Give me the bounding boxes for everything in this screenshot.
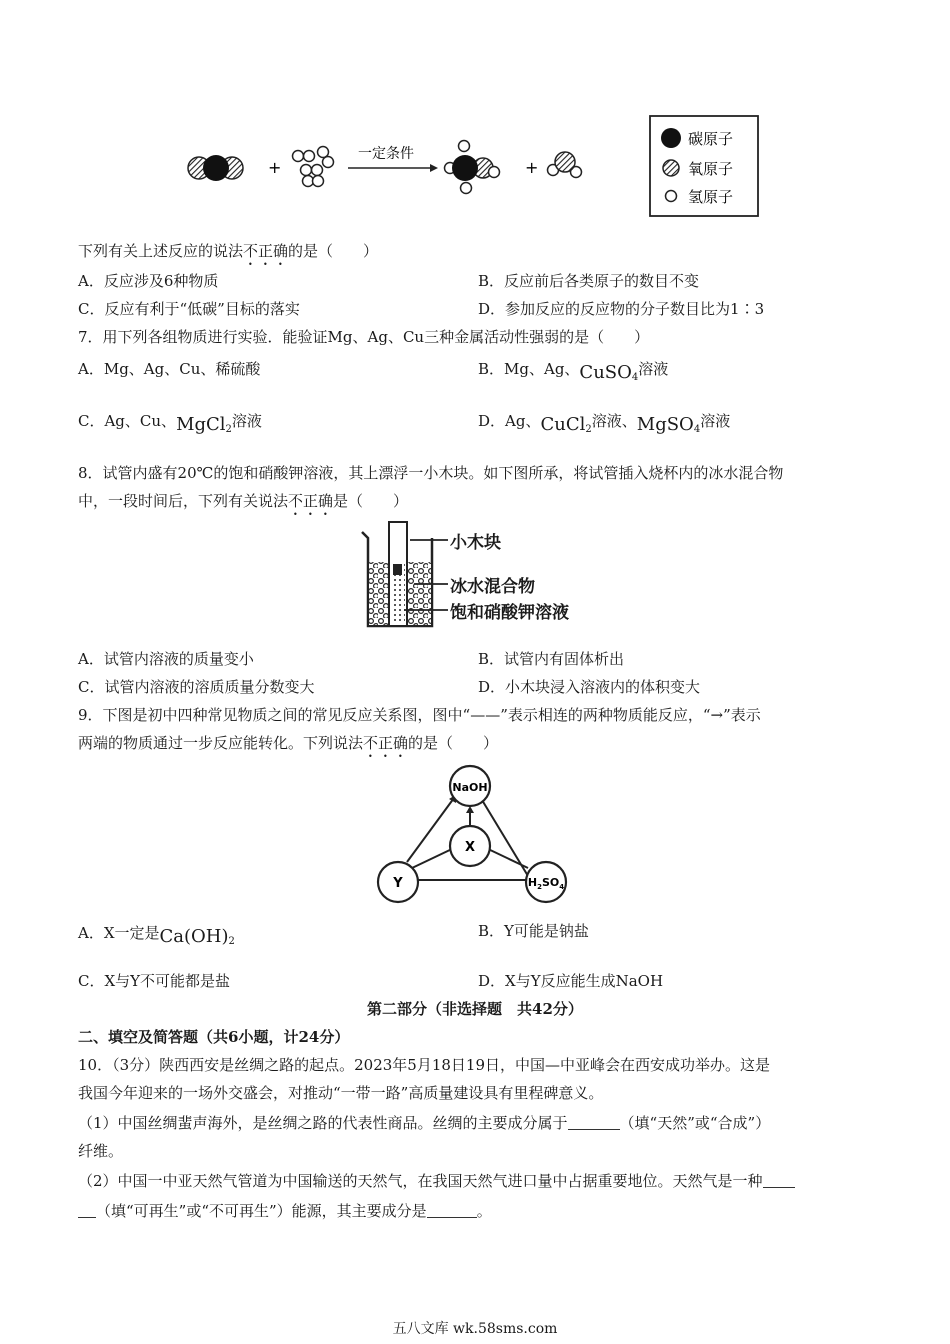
legend-oxygen: 氧原子 <box>688 160 734 178</box>
reaction-diagram <box>180 112 780 220</box>
q8-option-a: A．试管内溶液的质量变小 <box>78 650 254 668</box>
hydrogen-atom-icon <box>666 191 677 202</box>
q7-stem: 7．用下列各组物质进行实验．能验证Mg、Ag、Cu三种金属活动性强弱的是（ ） <box>78 328 650 346</box>
q10-part1: （1）中国丝绸蜚声海外，是丝绸之路的代表性商品。丝绸的主要成分属于 （填“天然”或“合成”） <box>78 1114 771 1132</box>
q10-blank-2a[interactable] <box>763 1171 795 1188</box>
q7-option-c: C．Ag、Cu、MgCl$_2$溶液 <box>78 412 262 435</box>
q9-stem-line1: 9．下图是初中四种常见物质之间的常见反应关系图，图中“——”表示相连的两种物质能反应，“→”表示 <box>78 706 761 724</box>
q10-part2: （2）中国一中亚天然气管道为中国输送的天然气，在我国天然气进口量中占据重要地位。天然气是一种 <box>78 1170 795 1192</box>
q10-stem-line2: 我国今年迎来的一场外交盛会，对推动“一带一路”高质量建设具有里程碑意义。 <box>78 1084 604 1102</box>
plus-sign-2: + <box>525 158 539 177</box>
co2-molecule <box>188 155 243 181</box>
label-kno3-solution: 饱和硝酸钾溶液 <box>450 603 569 623</box>
q9-option-a: A．X一定是$Ca(OH)_2$ <box>78 924 235 947</box>
footer-watermark: 五八文库 wk.58sms.com <box>392 1321 558 1337</box>
part2-title: 第二部分（非选择题 共42分） <box>367 1000 583 1018</box>
reaction-triangle-diagram <box>370 762 580 910</box>
q7-option-d: D．Ag、CuCl$_2$溶液、MgSO$_4$溶液 <box>478 412 731 435</box>
q6-stem: 下列有关上述反应的说法不正确的是（ ） <box>78 242 379 260</box>
q8-stem-line2: 中，一段时间后，下列有关说法不正确是（ ） <box>78 492 409 510</box>
q8-option-b: B．试管内有固体析出 <box>478 650 625 668</box>
q7-option-a: A．Mg、Ag、Cu、稀硫酸 <box>78 360 261 378</box>
water-molecule <box>548 152 582 178</box>
methanol-molecule <box>445 141 500 194</box>
q10-part1-line2: 纤维。 <box>78 1142 124 1160</box>
q8-option-c: C．试管内溶液的溶质质量分数变大 <box>78 678 315 696</box>
node-y-label: Y <box>393 876 403 891</box>
node-h2so4-label: $H_2SO_4$ <box>527 876 565 891</box>
q10-blank-2b[interactable] <box>78 1201 96 1218</box>
beaker-figure <box>358 518 588 636</box>
section-heading: 二、填空及简答题（共6小题，计24分） <box>78 1028 350 1046</box>
q6-option-c: C．反应有利于“低碳”目标的落实 <box>78 300 300 318</box>
q9-option-b: B．Y可能是钠盐 <box>478 922 589 940</box>
oxygen-atom-icon <box>663 160 679 176</box>
reaction-diagram-svg <box>180 112 780 220</box>
q6-option-a: A．反应涉及6种物质 <box>78 272 219 290</box>
beaker-svg <box>358 518 448 636</box>
q9-option-d: D．X与Y反应能生成NaOH <box>478 972 664 990</box>
wood-block <box>393 564 402 575</box>
node-naoh-label: NaOH <box>452 781 488 794</box>
node-x-label: X <box>464 840 476 855</box>
label-ice-water: 冰水混合物 <box>450 577 535 597</box>
edge-x-h2so4 <box>486 848 528 868</box>
q10-stem-line1: 10．（3分）陕西西安是丝绸之路的起点。2023年5月18日19日，中国—中亚峰会在西安成功举办。这是 <box>78 1056 771 1074</box>
reaction-arrowhead <box>430 164 438 172</box>
label-wood-block: 小木块 <box>450 533 501 553</box>
q10-part2-line2: （填“可再生”或“不可再生”）能源，其主要成分是 。 <box>78 1200 492 1222</box>
plus-sign-1: + <box>268 158 282 177</box>
legend-carbon: 碳原子 <box>688 130 734 148</box>
legend-hydrogen: 氢原子 <box>688 188 734 206</box>
reaction-condition: 一定条件 <box>358 146 414 162</box>
q8-option-d: D．小木块浸入溶液内的体积变大 <box>478 678 701 696</box>
q9-stem-line2: 两端的物质通过一步反应能转化。下列说法不正确的是（ ） <box>78 734 499 752</box>
q10-blank-1[interactable] <box>568 1113 620 1130</box>
q6-option-d: D．参加反应的反应物的分子数目比为1∶3 <box>478 300 765 318</box>
q10-blank-3[interactable] <box>427 1201 477 1218</box>
carbon-atom-icon <box>661 128 681 148</box>
q6-option-b: B．反应前后各类原子的数目不变 <box>478 272 700 290</box>
q8-stem-line1: 8．试管内盛有20℃的饱和硝酸钾溶液，其上漂浮一小木块。如下图所承，将试管插入烧杯内的冰水混合物 <box>78 464 784 482</box>
q7-option-b: B．Mg、Ag、CuSO$_4$溶液 <box>478 360 669 383</box>
edge-x-y <box>412 848 454 868</box>
triangle-svg <box>370 762 580 910</box>
q9-option-c: C．X与Y不可能都是盐 <box>78 972 231 990</box>
hydrogen-molecules <box>293 147 334 187</box>
